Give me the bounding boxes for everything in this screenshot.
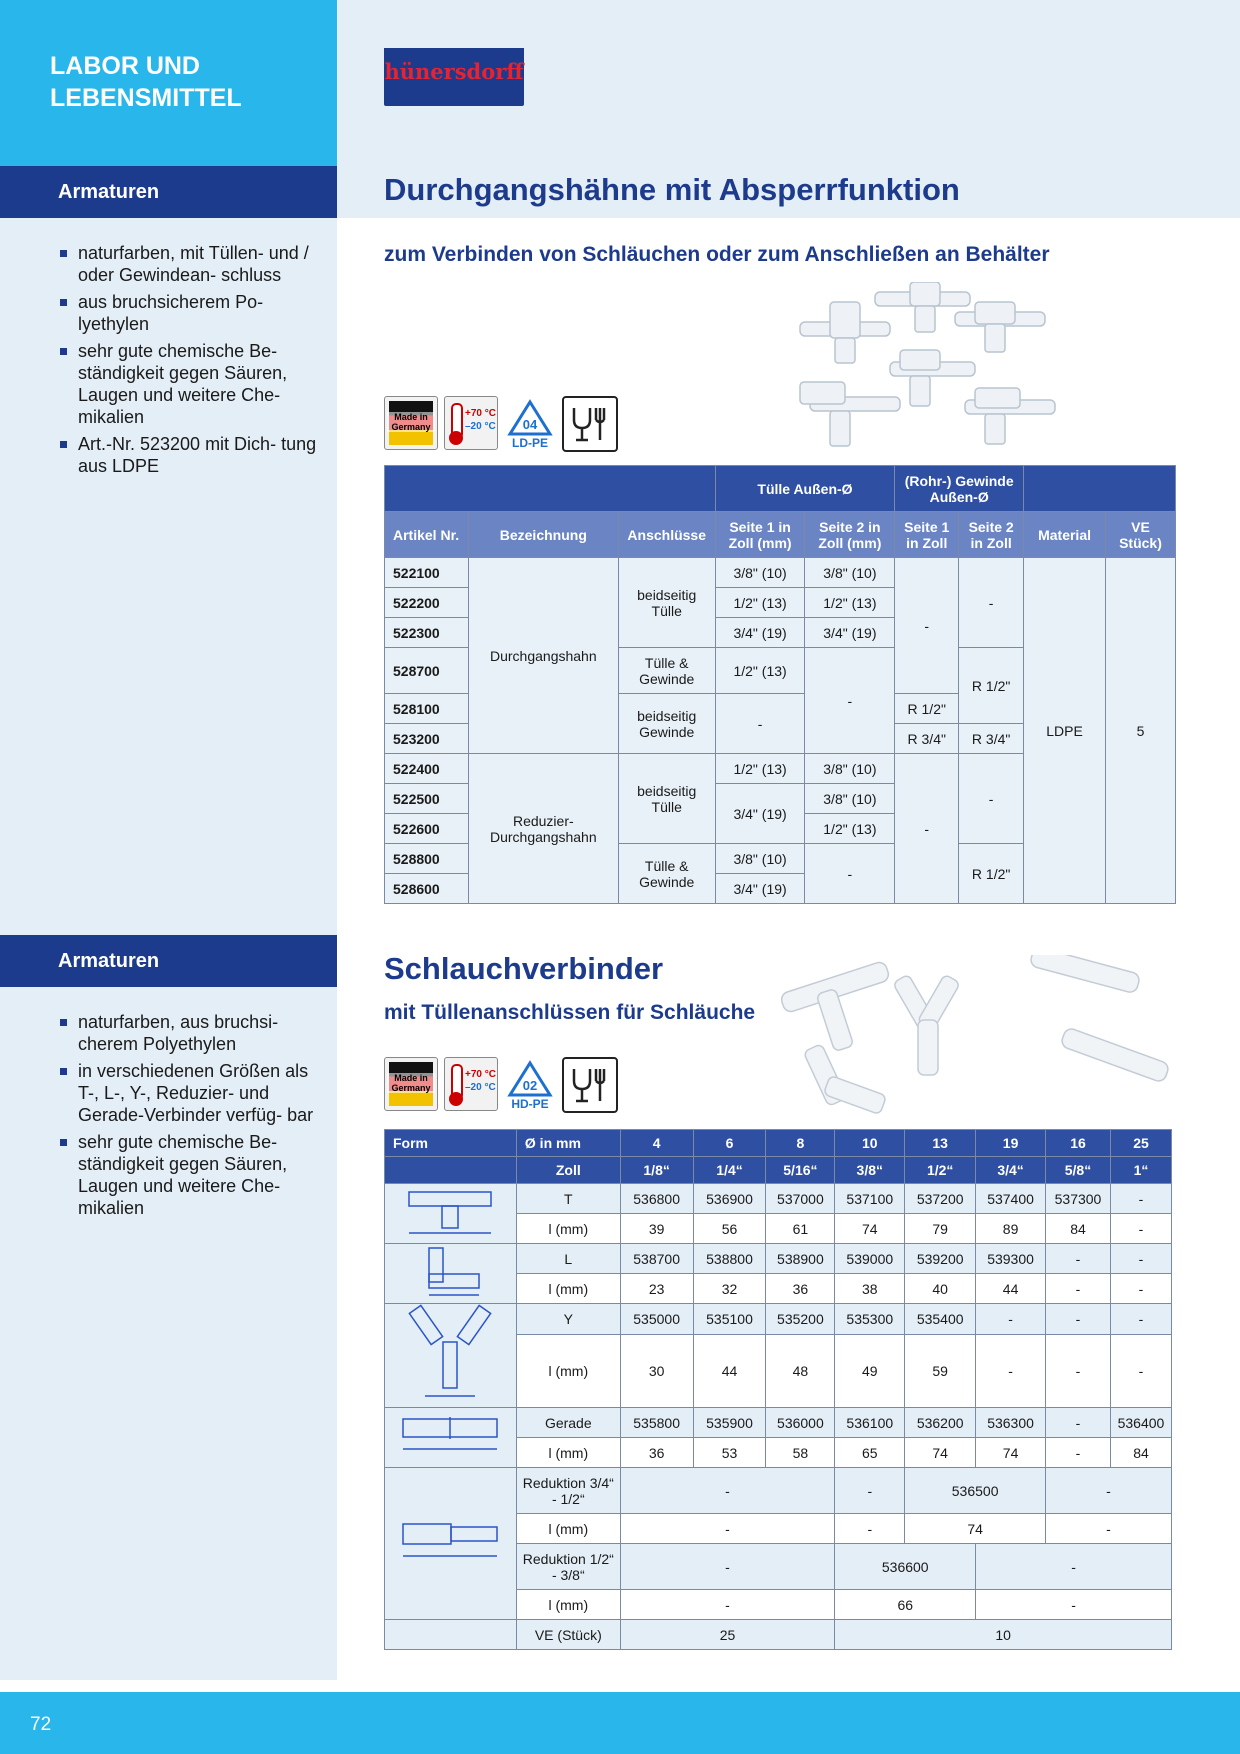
footer-bar bbox=[0, 1692, 1240, 1754]
bullet-item: sehr gute chemische Be- ständigkeit gegen Säuren, Laugen und weitere Che- mikalien bbox=[58, 1131, 318, 1219]
category-line2: LEBENSMITTEL bbox=[50, 84, 242, 112]
product-photo-valves bbox=[790, 282, 1060, 452]
col-header: Material bbox=[1024, 512, 1106, 558]
connection-cell: beidseitig Tülle bbox=[618, 754, 715, 844]
page-number: 72 bbox=[30, 1714, 52, 1735]
table-row: 528600 3/4" (19) bbox=[385, 874, 1176, 904]
table-row: 522400 Reduzier- Durchgangshahn beidseitig Tülle 1/2" (13) 3/8" (10) - - bbox=[385, 754, 1176, 784]
article-number: 528700 bbox=[385, 648, 469, 694]
table-row: T 536800 536900 537000 537100 537200 537400 537300 - bbox=[385, 1184, 1172, 1214]
connection-cell: Tülle & Gewinde bbox=[618, 648, 715, 694]
table-row: l (mm) 39 56 61 74 79 89 84 - bbox=[385, 1214, 1172, 1244]
brand-logo: hünersdorff bbox=[384, 48, 524, 106]
straight-connector-drawing bbox=[385, 1408, 517, 1468]
section1-title: Durchgangshähne mit Absperrfunktion bbox=[384, 172, 960, 207]
article-number: 522100 bbox=[385, 558, 469, 588]
table-row: L 538700 538800 538900 539000 539200 539300 - - bbox=[385, 1244, 1172, 1274]
article-number: 522400 bbox=[385, 754, 469, 784]
col-header: VE Stück) bbox=[1106, 512, 1176, 558]
article-number: 522200 bbox=[385, 588, 469, 618]
svg-text:02: 02 bbox=[522, 1078, 538, 1093]
bullet-item: aus bruchsicherem Po- lyethylen bbox=[58, 291, 318, 335]
section1-icons bbox=[384, 396, 618, 452]
group-header-tuelle: Tülle Außen-Ø bbox=[715, 466, 895, 512]
table-row: 522600 1/2" (13) bbox=[385, 814, 1176, 844]
table-row: Reduktion 1/2“ - 3/8“ - 536600 - bbox=[385, 1544, 1172, 1590]
bullet-item: naturfarben, aus bruchsi- cherem Polyethylen bbox=[58, 1011, 318, 1055]
article-number: 522600 bbox=[385, 814, 469, 844]
table-row: l (mm) - 66 - bbox=[385, 1590, 1172, 1620]
connection-cell: Tülle & Gewinde bbox=[618, 844, 715, 904]
table-row: 522100 Durchgangshahn beidseitig Tülle 3/8" (10) 3/8" (10) - - LDPE 5 bbox=[385, 558, 1176, 588]
t-connector-icon bbox=[395, 1186, 505, 1238]
col-header: Ø in mm bbox=[516, 1130, 620, 1157]
table-row: 522200 1/2" (13) 1/2" (13) bbox=[385, 588, 1176, 618]
table-row: Reduktion 3/4“ - 1/2“ - - 536500 - bbox=[385, 1468, 1172, 1514]
bullet-item: in verschiedenen Größen als T-, L-, Y-, Reduzier- und Gerade-Verbinder verfüg- bar bbox=[58, 1060, 318, 1126]
col-header: Seite 1 in Zoll (mm) bbox=[715, 512, 805, 558]
section2-icons bbox=[384, 1057, 618, 1113]
section2-title: Schlauchverbinder bbox=[384, 951, 664, 986]
y-connector-drawing bbox=[385, 1304, 517, 1408]
col-header: Seite 2 in Zoll (mm) bbox=[805, 512, 895, 558]
article-number: 528800 bbox=[385, 844, 469, 874]
group-header-gewinde: (Rohr-) Gewinde Außen-Ø bbox=[895, 466, 1024, 512]
table-row: Y 535000 535100 535200 535300 535400 - - - bbox=[385, 1304, 1172, 1335]
section1-subtitle: zum Verbinden von Schläuchen oder zum Anschließen an Behälter bbox=[384, 243, 1050, 266]
product-photo-connectors bbox=[775, 955, 1175, 1115]
table-row: l (mm) - - 74 - bbox=[385, 1514, 1172, 1544]
article-number: 528600 bbox=[385, 874, 469, 904]
valves-table bbox=[384, 465, 1176, 904]
section2-bullets bbox=[58, 1011, 318, 1224]
section2-subtitle: mit Tüllenanschlüssen für Schläuche bbox=[384, 1001, 756, 1024]
l-connector-drawing bbox=[385, 1244, 517, 1304]
col-header: Zoll bbox=[516, 1157, 620, 1184]
temperature-icon: +70 °C –20 °C bbox=[444, 396, 498, 450]
table-row: l (mm) 23 32 36 38 40 44 - - bbox=[385, 1274, 1172, 1304]
col-header: Artikel Nr. bbox=[385, 512, 469, 558]
material-cell: LDPE bbox=[1024, 558, 1106, 904]
svg-text:HD-PE: HD-PE bbox=[511, 1097, 549, 1109]
ve-cell: 5 bbox=[1106, 558, 1176, 904]
made-in-germany-icon: Made in Germany bbox=[384, 1057, 438, 1111]
table-row: 528800 Tülle & Gewinde 3/8" (10) - R 1/2" bbox=[385, 844, 1176, 874]
section2-sidebar-title: Armaturen bbox=[0, 935, 337, 987]
svg-text:LD-PE: LD-PE bbox=[512, 436, 548, 448]
table-row: 528100 beidseitig Gewinde - R 1/2" bbox=[385, 694, 1176, 724]
l-connector-icon bbox=[395, 1244, 505, 1300]
col-header: Seite 2 in Zoll bbox=[959, 512, 1024, 558]
table-row: 528700 Tülle & Gewinde 1/2" (13) - R 1/2" bbox=[385, 648, 1176, 694]
svg-text:04: 04 bbox=[522, 417, 538, 432]
category-header bbox=[0, 0, 337, 166]
table-row: l (mm) 30 44 48 49 59 - - - bbox=[385, 1334, 1172, 1407]
y-connector-icon bbox=[395, 1304, 505, 1404]
category-line1: LABOR UND bbox=[50, 52, 200, 80]
table-row: 522300 3/4" (19) 3/4" (19) bbox=[385, 618, 1176, 648]
reducer-drawing bbox=[385, 1468, 517, 1620]
article-number: 522500 bbox=[385, 784, 469, 814]
table-row: l (mm) 36 53 58 65 74 74 - 84 bbox=[385, 1438, 1172, 1468]
col-header: Anschlüsse bbox=[618, 512, 715, 558]
table-row: 523200 R 3/4" R 3/4" bbox=[385, 724, 1176, 754]
article-number: 528100 bbox=[385, 694, 469, 724]
bullet-item: Art.-Nr. 523200 mit Dich- tung aus LDPE bbox=[58, 433, 318, 477]
recycle-icon bbox=[504, 1057, 556, 1109]
t-connector-drawing bbox=[385, 1184, 517, 1244]
reducer-icon bbox=[395, 1512, 505, 1572]
section1-bullets bbox=[58, 242, 318, 482]
fork-glass-icon bbox=[562, 396, 618, 452]
table-row: 522500 3/4" (19) 3/8" (10) bbox=[385, 784, 1176, 814]
col-header: Form bbox=[385, 1130, 517, 1157]
col-header: Seite 1 in Zoll bbox=[895, 512, 959, 558]
table-row: VE (Stück) 25 10 bbox=[385, 1620, 1172, 1650]
col-header: Bezeichnung bbox=[468, 512, 618, 558]
article-number: 522300 bbox=[385, 618, 469, 648]
bullet-item: sehr gute chemische Be- ständigkeit gegen Säuren, Laugen und weitere Che- mikalien bbox=[58, 340, 318, 428]
designation-cell: Reduzier- Durchgangshahn bbox=[468, 754, 618, 904]
fork-glass-icon bbox=[562, 1057, 618, 1113]
made-in-germany-icon: Made in Germany bbox=[384, 396, 438, 450]
bullet-item: naturfarben, mit Tüllen- und / oder Gewindean- schluss bbox=[58, 242, 318, 286]
straight-connector-icon bbox=[395, 1411, 505, 1461]
temperature-icon: +70 °C –20 °C bbox=[444, 1057, 498, 1111]
article-number: 523200 bbox=[385, 724, 469, 754]
recycle-icon bbox=[504, 396, 556, 448]
designation-cell: Durchgangshahn bbox=[468, 558, 618, 754]
connectors-table: Form Ø in mm 4 6 8 10 13 19 16 25 Zoll 1/8“ 1/4“ 5/16“ 3/8“ 1/2“ 3/4“ 5/8“ 1“ T 536800 536900 537000 537100 537200 537400 537300 - l (mm) 39 56 61 74 79 89 84 - L 538700 538800 538900 539000 539200 539300 - - l (mm) 23 32 36 38 40 44 - - Y 535000 535100 535200 535300 535400 - - - l (mm) 30 44 48 49 59 - - - Gerade 535800 535900 536000 536100 536200 536300 - 536400 l (mm) 36 53 58 65 74 74 - 84 Reduktion 3/4“ - 1/2“ - - 536500 - l (mm) - - 74 - Reduktion 1/2“ - 3/8“ - 536600 - l (mm) - 66 - VE (Stück) 25 10 bbox=[384, 1129, 1172, 1650]
table-row: Gerade 535800 535900 536000 536100 536200 536300 - 536400 bbox=[385, 1408, 1172, 1438]
connection-cell: beidseitig Gewinde bbox=[618, 694, 715, 754]
section1-sidebar-title: Armaturen bbox=[0, 166, 337, 218]
connection-cell: beidseitig Tülle bbox=[618, 558, 715, 648]
